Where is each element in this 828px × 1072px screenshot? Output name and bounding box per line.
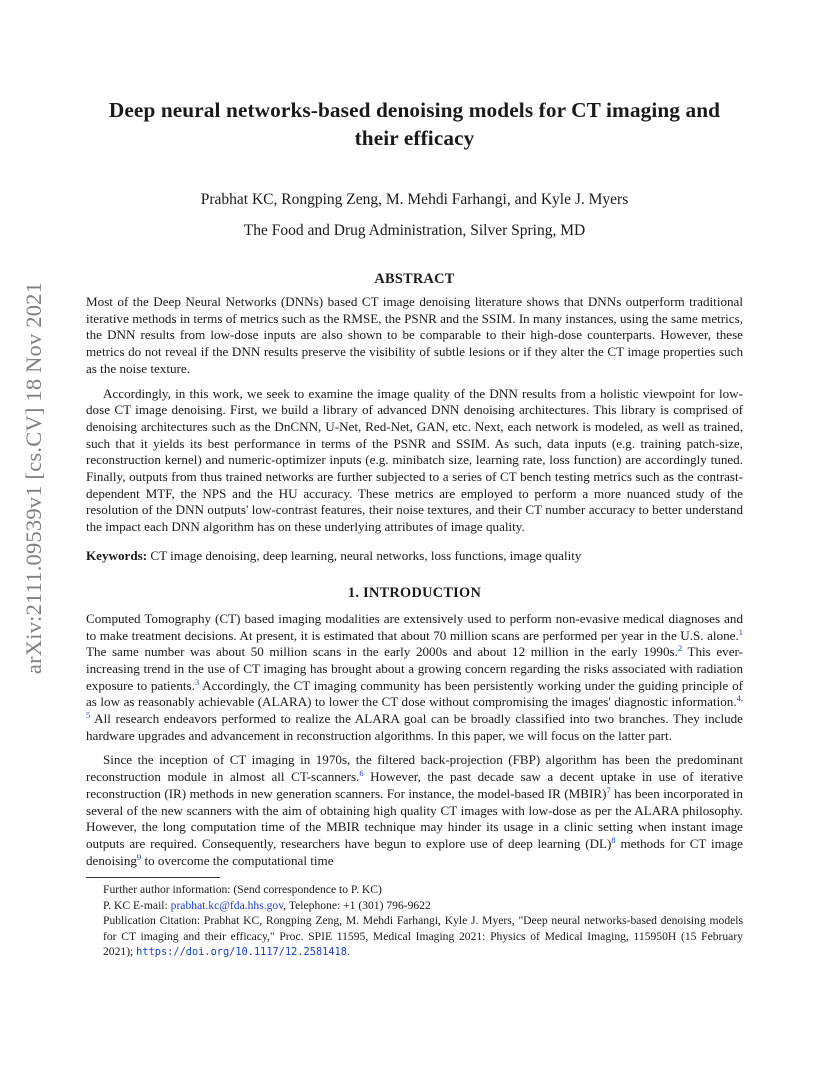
phone-text: , Telephone: +1 (301) 796-9622 — [283, 898, 431, 912]
affiliation: The Food and Drug Administration, Silver Spring, MD — [243, 222, 586, 239]
footnote-contact — [103, 898, 743, 913]
citation-link-8[interactable]: 8 — [611, 834, 616, 845]
footnote-divider — [86, 877, 220, 878]
intro-paragraph-2 — [86, 752, 743, 869]
footnotes — [86, 882, 743, 960]
intro-paragraph-1 — [86, 611, 743, 745]
intro-p1-text-a: Computed Tomography (CT) based imaging modalities are extensively used to perform non-evasive medical diagnoses and to make treatment decisions. At present, it is estimated that about 70 million scans are performed per year in the U.S. alone. — [86, 610, 743, 643]
email-link[interactable]: prabhat.kc@fda.hhs.gov — [170, 898, 284, 912]
paper-page — [86, 96, 743, 960]
citation-text: Publication Citation: Prabhat KC, Rongping Zeng, M. Mehdi Farhangi, Kyle J. Myers, "Deep neural networks-based denoising models for CT imaging and their efficacy," Proc. SPIE 11595, Medical Imaging 2021: Physics of Medical Imaging, 115950H (15 February 2021); — [103, 914, 743, 959]
arxiv-sidebar-stamp — [14, 282, 54, 674]
footnote-author-info: Further author information: (Send correspondence to P. KC) — [103, 883, 382, 897]
citation-link-6[interactable]: 6 — [359, 768, 364, 779]
footnote-citation — [103, 913, 743, 960]
author-list: Prabhat KC, Rongping Zeng, M. Mehdi Farhangi, and Kyle J. Myers — [200, 191, 629, 208]
paper-title: Deep neural networks-based denoising models for CT imaging and their efficacy — [108, 98, 721, 150]
email-label: P. KC E-mail: — [103, 898, 171, 912]
citation-link-7[interactable]: 7 — [606, 784, 611, 795]
keywords-label: Keywords: — [86, 547, 148, 563]
intro-p1-text-b: The same number was about 50 million scans in the early 2000s and about 12 million in the early 1990s. — [86, 644, 678, 660]
abstract-paragraph-1: Most of the Deep Neural Networks (DNNs) based CT image denoising literature shows that DNNs outperform traditional iterative methods in terms of metrics such as the RMSE, the PSNR and the SSIM. In many instances, using the same metrics, the DNN results from low-dose inputs are also shown to be comparable to their high-dose counterparts. However, these metrics do not reveal if the DNN results preserve the visibility of subtle lesions or if they alter the CT image properties such as the noise texture. — [86, 294, 743, 376]
intro-p2-text-d: methods for CT image denoising — [86, 835, 743, 868]
intro-p2-text-a: Since the inception of CT imaging in 1970s, the filtered back-projection (FBP) algorithm has been the predominant reconstruction module in almost all CT-scanners. — [86, 752, 743, 785]
citation-link-2[interactable]: 2 — [677, 643, 683, 654]
abstract-heading: ABSTRACT — [374, 271, 455, 287]
citation-link-1[interactable]: 1 — [738, 626, 743, 637]
arxiv-id: arXiv:2111.09539v1 [cs.CV] 18 Nov 2021 — [21, 281, 46, 675]
intro-p1-text-d: Accordingly, the CT imaging community has been persistently working under the guiding principle of as low as reasonably achievable (ALARA) to lower the CT dose without compromising the images' diagnostic information. — [86, 677, 743, 710]
intro-p1-text-c: This ever-increasing trend in the use of CT imaging has brought about a growing concern regarding the risks associated with radiation exposure to patients. — [86, 644, 743, 693]
doi-link[interactable]: https://doi.org/10.1117/12.2581418 — [136, 946, 347, 959]
citation-end: . — [346, 945, 350, 959]
intro-p2-text-b: However, the past decade saw a decent uptake in use of iterative reconstruction (IR) methods in new generation scanners. For instance, the model-based IR (MBIR) — [86, 769, 743, 801]
citation-link-4-5[interactable]: 4, 5 — [86, 693, 743, 721]
intro-p1-text-e: All research endeavors performed to realize the ALARA goal can be broadly classified into two branches. They include hardware upgrades and advancement in reconstruction algorithms. In this paper, we will focus on the latter part. — [86, 711, 743, 743]
keywords-line — [86, 547, 743, 564]
citation-link-3[interactable]: 3 — [194, 676, 200, 687]
intro-p2-text-c: has been incorporated in several of the new scanners with the aim of obtaining high quality CT images with low-dose as per the ALARA philosophy. However, the long computation time of the MBIR technique may hinder its usage in a clinic setting when instant image outputs are required. Consequently, researchers have begun to explore use of deep learning (DL) — [86, 785, 743, 851]
keywords-text: CT image denoising, deep learning, neural networks, loss functions, image quality — [150, 547, 582, 563]
intro-heading: 1. INTRODUCTION — [347, 584, 482, 601]
citation-link-9[interactable]: 9 — [136, 851, 142, 862]
intro-p2-text-e: to overcome the computational time — [141, 852, 334, 868]
abstract-paragraph-2: Accordingly, in this work, we seek to examine the image quality of the DNN results from a holistic viewpoint for low-dose CT image denoising. First, we build a library of advanced DNN denoising architectures. This library is comprised of denoising architectures such as the DnCNN, U-Net, Red-Net, GAN, etc. Next, each network is modeled, as well as trained, such that it yields its best performance in terms of the PSNR and SSIM. As such, data inputs (e.g. training patch-size, reconstruction kernel) and numeric-optimizer inputs (e.g. minibatch size, learning rate, loss function) are accordingly tuned. Finally, outputs from thus trained networks are further subjected to a series of CT bench testing metrics such as the contrast-dependent MTF, the NPS and the HU accuracy. These metrics are employed to perform a more nuanced study of the resolution of the DNN outputs' low-contrast features, their noise textures, and their CT number accuracy to better understand the impact each DNN algorithm has on these underlying attributes of image quality. — [86, 385, 743, 535]
